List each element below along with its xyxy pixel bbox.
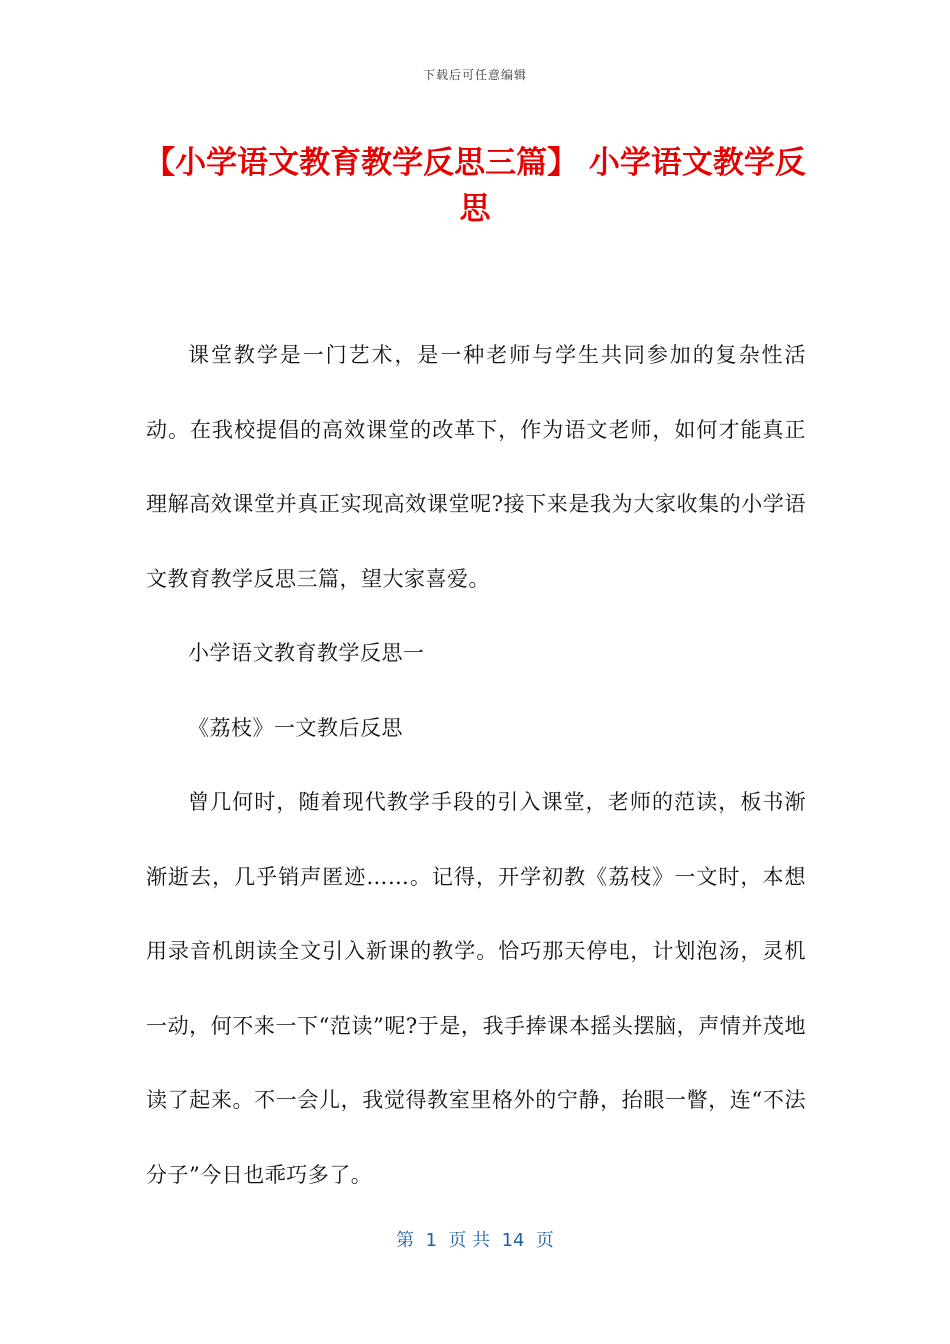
paragraph-intro: 课堂教学是一门艺术，是一种老师与学生共同参加的复杂性活动。在我校提倡的高效课堂的改革下，作为语文老师，如何才能真正理解高效课堂并真正实现高效课堂呢?接下来是我为大家收集的小学语文教育教学反思三篇，望大家喜爱。 [146, 343, 806, 591]
paragraph-body: 曾几何时，随着现代教学手段的引入课堂，老师的范读，板书渐渐逝去，几乎销声匿迹……。记得，开学初教《荔枝》一文时，本想用录音机朗读全文引入新课的教学。恰巧那天停电，计划泡汤，灵机一动，何不来一下“范读”呢?于是，我手捧课本摇头摆脑，声情并茂地读了起来。不一会儿，我觉得教室里格外的宁静，抬眼一瞥，连“不法分子”今日也乖巧多了。 [146, 790, 806, 1187]
page-number: 第 1 页 共 14 页 [396, 1230, 554, 1251]
section-heading: 小学语文教育教学反思一 [188, 641, 425, 665]
subsection-heading: 《荔枝》一文教后反思 [188, 715, 403, 740]
document-title: 【小学语文教育教学反思三篇】 小学语文教学反思 [144, 145, 806, 227]
document-body [146, 318, 806, 1212]
header-note: 下载后可任意编辑 [422, 68, 527, 82]
